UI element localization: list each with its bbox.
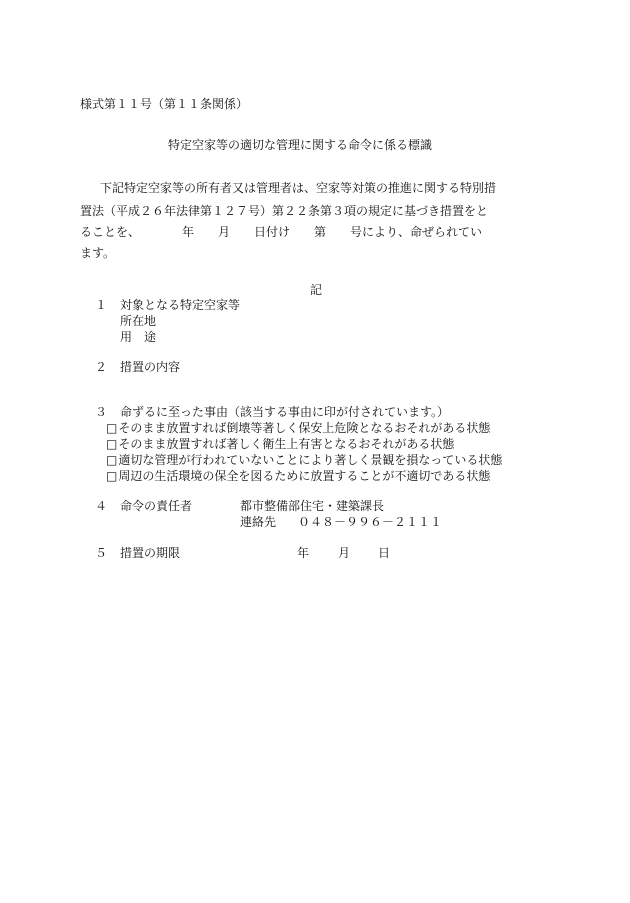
phone-number: ０４８－９９６－２１１１ [298, 515, 443, 529]
intro-line: 下記特定空家等の所有者又は管理者は、空家等対策の推進に関する特別措 [100, 181, 497, 195]
contact-label: 連絡先 [240, 515, 277, 529]
item-number: １ [95, 298, 108, 312]
deadline-year: 年 [297, 546, 310, 560]
location-label: 所在地 [120, 314, 157, 328]
ki-heading: 記 [310, 283, 323, 297]
usage-label: 用 途 [120, 330, 157, 344]
item-label: 措置の期限 [120, 546, 181, 560]
checkbox-icon[interactable]: □ [106, 469, 118, 483]
checkbox-icon[interactable]: □ [106, 453, 118, 467]
reason-text: そのまま放置すれば倒壊等著しく保安上危険となるおそれがある状態 [118, 421, 491, 435]
responsible-department: 都市整備部住宅・建築課長 [240, 499, 385, 513]
page-title: 特定空家等の適切な管理に関する命令に係る標識 [168, 138, 433, 152]
deadline-day: 日 [378, 546, 391, 560]
reason-row [106, 420, 490, 437]
reason-text: 適切な管理が行われていないことにより著しく景観を損なっている状態 [118, 453, 503, 467]
intro-line: ることを、 年 月 日付け 第 号により、命ぜられてい [80, 225, 483, 239]
deadline-month: 月 [338, 546, 351, 560]
checkbox-icon[interactable]: □ [106, 437, 118, 451]
item-label: 命令の責任者 [120, 499, 193, 513]
reason-row [106, 468, 490, 485]
item-label: 対象となる特定空家等 [120, 298, 241, 312]
reason-row [106, 452, 502, 469]
reason-row [106, 436, 454, 453]
form-id: 様式第１１号（第１１条関係） [80, 97, 249, 111]
checkbox-icon[interactable]: □ [106, 421, 118, 435]
item-number: ３ [95, 405, 108, 419]
item-number: ５ [95, 546, 108, 560]
item-label: 命ずるに至った事由（該当する事由に印が付されています。） [120, 405, 450, 419]
reason-text: そのまま放置すれば著しく衛生上有害となるおそれがある状態 [118, 437, 455, 451]
intro-line: ます。 [80, 246, 116, 260]
item-number: ４ [95, 499, 108, 513]
item-label: 措置の内容 [120, 360, 181, 374]
intro-line: 置法（平成２６年法律第１２７号）第２２条第３項の規定に基づき措置をと [80, 204, 489, 218]
reason-text: 周辺の生活環境の保全を図るために放置することが不適切である状態 [118, 469, 491, 483]
item-number: ２ [95, 360, 108, 374]
